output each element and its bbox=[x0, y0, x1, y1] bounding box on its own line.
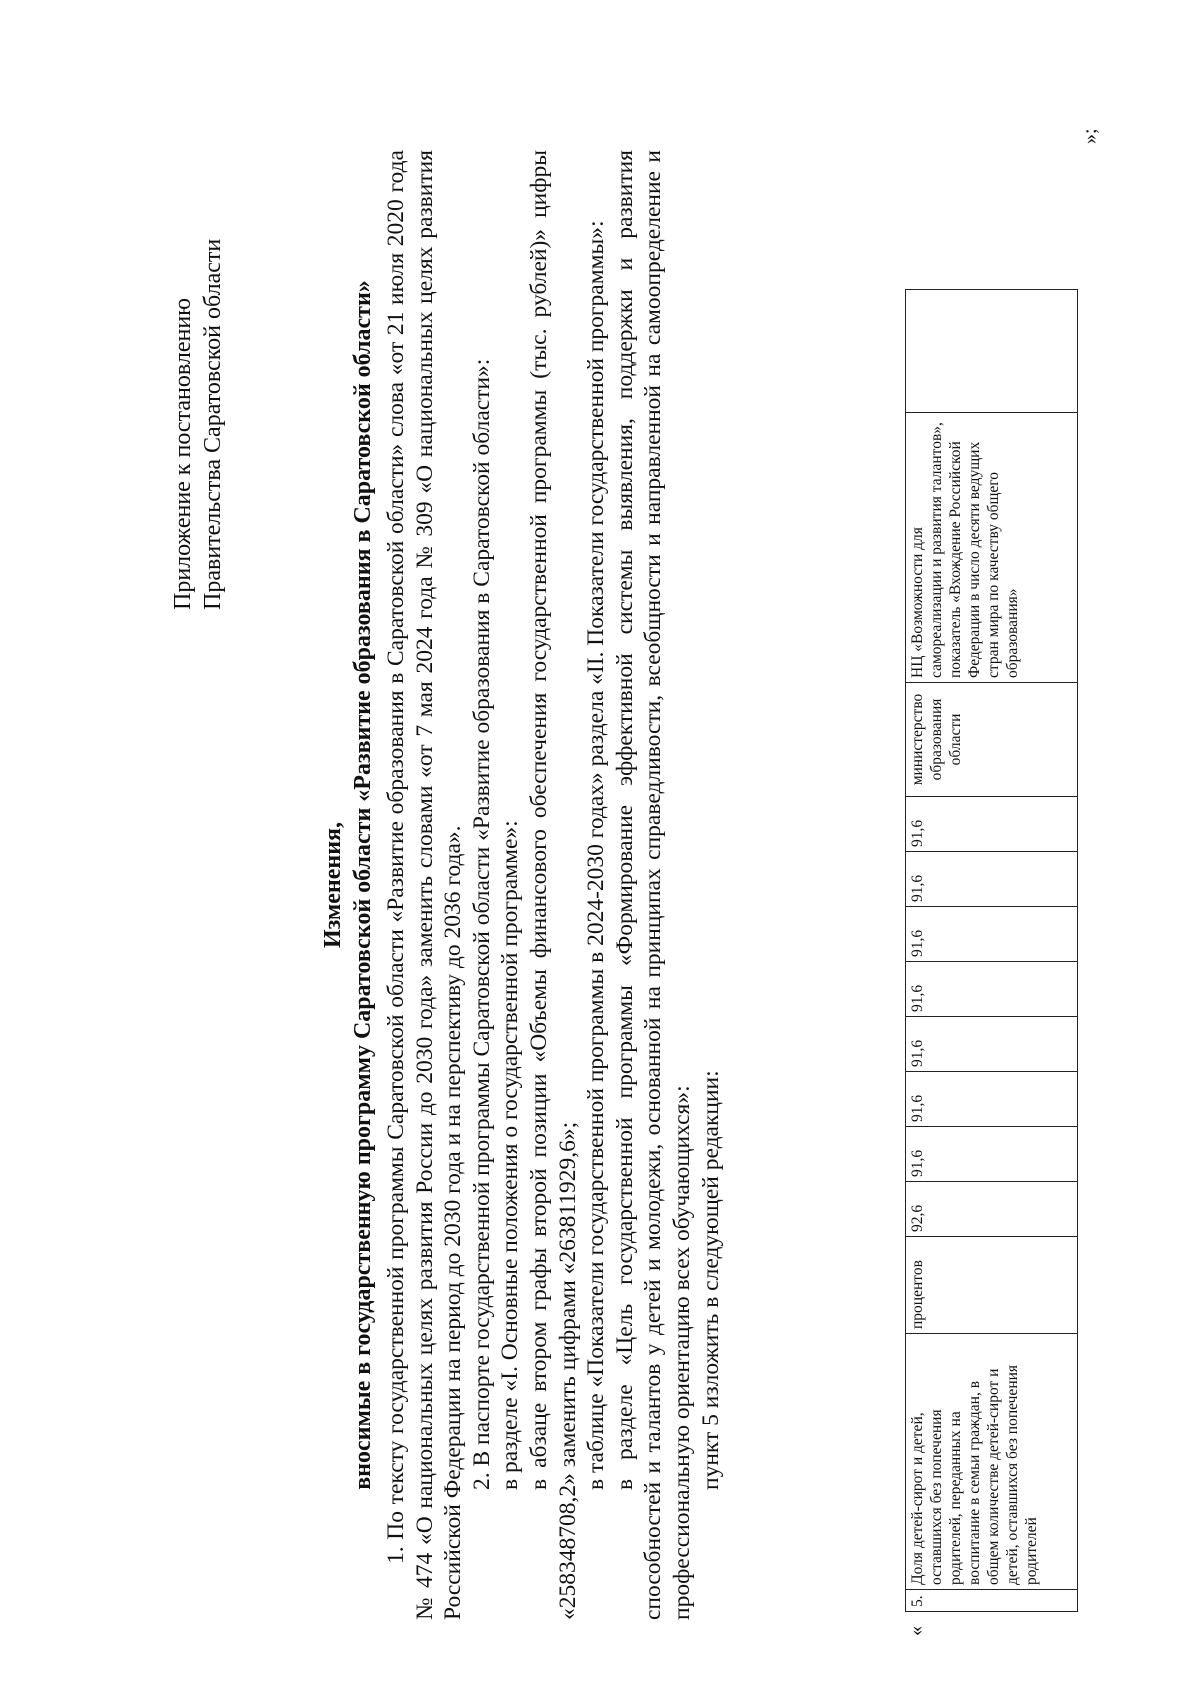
cell-value: 91,6 bbox=[906, 797, 1078, 852]
header-line-1: Приложение к постановлению bbox=[170, 297, 196, 610]
header-line-2: Правительства Саратовской области bbox=[200, 238, 226, 610]
document-header bbox=[168, 239, 228, 610]
cell-unit: процентов bbox=[906, 1237, 1078, 1334]
cell-empty bbox=[906, 290, 1078, 413]
cell-value: 91,6 bbox=[906, 962, 1078, 1017]
close-quote: »; bbox=[1079, 128, 1101, 144]
cell-value: 91,6 bbox=[906, 852, 1078, 907]
cell-goal: НЦ «Возможности для самореализации и развития талантов», показатель «Вхождение Российской Федерации в число десяти ведущих стран мира по качеству общего образования» bbox=[906, 413, 1078, 683]
paragraph-7: пункт 5 изложить в следующей редакции: bbox=[697, 1070, 724, 1490]
cell-value: 91,6 bbox=[906, 1127, 1078, 1182]
cell-responsible: министерство образования области bbox=[906, 683, 1078, 797]
document-page bbox=[160, 120, 1120, 1640]
cell-value: 92,6 bbox=[906, 1182, 1078, 1237]
paragraph-3: в разделе «I. Основные положения о государственной программе»: bbox=[497, 820, 524, 1490]
paragraph-6: в разделе «Цель государственной программы «Формирование эффективной системы выявления, поддержки и развития способностей и талантов у детей и молодежи, основанной на принципах справедливости, всеобщности и направленной на самоопределение и профессиональную ориентацию всех обучающихся»: bbox=[611, 150, 695, 1620]
paragraph-5: в таблице «Показатели государственной программы в 2024-2030 годах» раздела «II. Показатели государственной программы»: bbox=[583, 220, 610, 1490]
title-line-2: вносимые в государственную программу Саратовской области «Развитие образования в Саратовской области» bbox=[350, 280, 376, 1490]
cell-value: 91,6 bbox=[906, 1017, 1078, 1072]
title-line-1: Изменения, bbox=[320, 821, 346, 949]
paragraph-4: в абзаце втором графы второй позиции «Объемы финансового обеспечения государственной программы (тыс. рублей)» цифры «258348708,2» заменить цифрами «263811929,6»; bbox=[525, 150, 581, 1620]
cell-number: 5. bbox=[906, 1590, 1078, 1612]
table-row bbox=[906, 290, 1078, 1612]
cell-indicator: Доля детей-сирот и детей, оставшихся без попечения родителей, переданных на воспитание в семьи граждан, в общем количестве детей-сирот и детей, оставшихся без попечения родителей bbox=[906, 1334, 1078, 1590]
document-body bbox=[382, 150, 725, 1620]
cell-value: 91,6 bbox=[906, 1072, 1078, 1127]
open-quote: « bbox=[905, 1626, 927, 1636]
paragraph-1: 1. По тексту государственной программы Саратовской области «Развитие образования в Саратовской области» слова «от 21 июля 2020 года № 474 «О национальных целях развития России до 2030 года» заменить словами «от 7 мая 2024 года № 309 «О национальных целях развития Российской Федерации на период до 2030 года и на перспективу до 2036 года». bbox=[383, 150, 467, 1620]
cell-value: 91,6 bbox=[906, 907, 1078, 962]
paragraph-2: 2. В паспорте государственной программы Саратовской области «Развитие образования в Саратовской области»: bbox=[468, 358, 495, 1490]
document-title bbox=[318, 150, 378, 1620]
indicators-table bbox=[905, 289, 1078, 1612]
